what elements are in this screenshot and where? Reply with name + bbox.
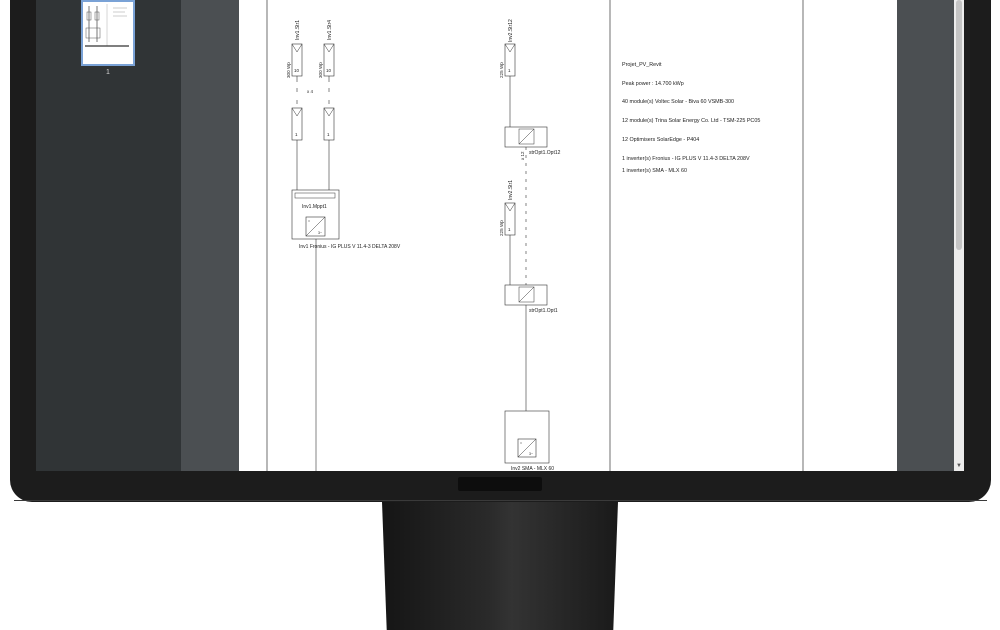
svg-text:3~: 3~: [318, 231, 322, 235]
pdf-page: [239, 0, 897, 471]
monitor-stand: [382, 502, 618, 630]
svg-text:225 Wp: 225 Wp: [499, 62, 504, 78]
inv2-optimiser-12: [505, 127, 561, 156]
inv1-str4-label: Inv1.Str4: [327, 19, 333, 40]
svg-text:strOpt1.Opt1: strOpt1.Opt1: [529, 308, 558, 314]
inv1-str1-label: Inv1.Str1: [295, 19, 301, 40]
optimiser-multiplier: x 12: [520, 151, 525, 160]
inv2-inverter-box: [505, 411, 549, 463]
inv1-device-label: Inv1 Fronius - IG PLUS V 11.4-3 DELTA 208V: [299, 244, 401, 250]
svg-text:300 Wp: 300 Wp: [286, 62, 291, 78]
inv2-string-12: [499, 19, 515, 127]
inv2-string-1: [499, 180, 515, 285]
svg-text:10: 10: [326, 68, 332, 73]
svg-text:1: 1: [327, 132, 330, 137]
single-line-diagram: [239, 0, 897, 471]
module-line-1: 40 module(s) Voltec Solar - Biva 60 VSMB-300: [622, 99, 735, 105]
inv2-str1-label: Inv2.Str1: [508, 179, 514, 200]
svg-text:1: 1: [295, 132, 298, 137]
inv1-mppt-box: [292, 190, 339, 239]
page-number-label: 1: [106, 69, 110, 76]
module-line-2: 12 module(s) Trina Solar Energy Co. Ltd - TSM-225 PC05: [622, 118, 761, 124]
svg-text:3~: 3~: [529, 452, 533, 456]
inv1-string-1: [286, 20, 302, 190]
svg-text:=: =: [520, 441, 523, 445]
inv1-mppt-label: Inv1.Mppt1: [302, 204, 327, 210]
svg-text:=: =: [308, 219, 311, 223]
svg-text:225 Wp: 225 Wp: [499, 220, 504, 236]
svg-text:300 Wp: 300 Wp: [318, 62, 323, 78]
monitor-logo-slot: [458, 477, 542, 491]
inverter-line-1: 1 inverter(s) Fronius - IG PLUS V 11.4-3 DELTA 208V: [622, 156, 750, 162]
svg-text:strOpt1.Opt12: strOpt1.Opt12: [529, 150, 561, 156]
inv2-optimiser-1: [505, 285, 558, 314]
thumbnail-panel: [36, 0, 181, 471]
project-name: Projet_PV_Revit: [622, 62, 662, 68]
inv1-string-multiplier: x 4: [307, 89, 314, 94]
inverter-line-2: 1 inverter(s) SMA - MLX 60: [622, 168, 688, 174]
inv2-str12-label: Inv2.Str12: [508, 19, 514, 42]
scroll-down-icon[interactable]: ▼: [956, 463, 962, 469]
svg-text:1: 1: [508, 68, 511, 73]
svg-text:10: 10: [294, 68, 300, 73]
bezel-edge: [14, 500, 987, 501]
thumbnail-preview: [83, 2, 133, 64]
scrollbar-thumb[interactable]: [956, 0, 962, 250]
peak-power: Peak power : 14.700 kWp: [622, 81, 684, 87]
inv1-string-4: [318, 20, 334, 190]
page-thumbnail[interactable]: [81, 0, 135, 66]
inv2-device-label: Inv2 SMA - MLX 60: [511, 466, 555, 471]
pdf-viewer-screen: [36, 0, 964, 471]
svg-text:1: 1: [508, 227, 511, 232]
optimiser-line: 12 Optimisers SolarEdge - P404: [622, 137, 700, 143]
